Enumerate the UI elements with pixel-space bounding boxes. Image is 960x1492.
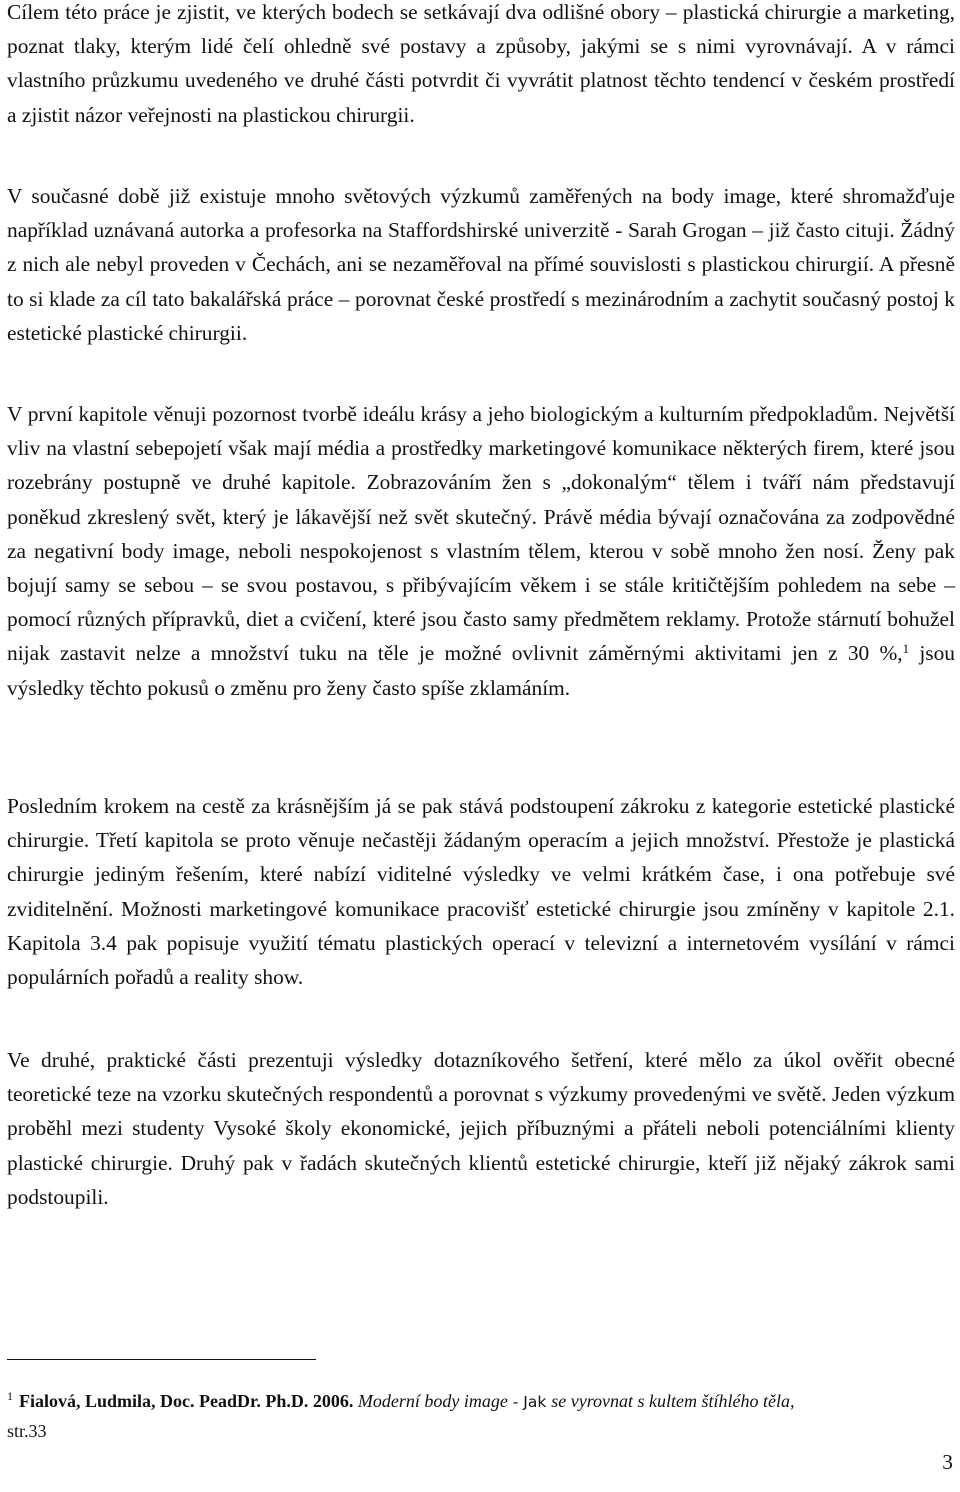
- paragraph-aims: Cílem této práce je zjistit, ve kterých bodech se setkávají dva odlišné obory – plastická chirurgie a marketing, poznat tlaky, kterým lidé čelí ohledně své postavy a způsoby, jakými se s nimi vyrovnávají. A v rámci vlastního průzkumu uvedeného ve druhé části potvrdit či vyvrátit platnost těchto tendencí v českém prostředí a zjistit názor veřejnosti na plastickou chirurgii.: [7, 0, 955, 127]
- footnote-number: 1: [7, 1388, 13, 1403]
- footnote-separator: [7, 1359, 316, 1360]
- footnote-separator-text: - Jak: [507, 1393, 552, 1411]
- paragraph-chapter-one-two: [7, 397, 955, 705]
- paragraph-text-continued: jsou výsledky těchto pokusů o změnu pro ženy často spíše zklamáním.: [7, 641, 955, 700]
- document-page: [7, 0, 955, 1492]
- page-number: 3: [942, 1450, 953, 1474]
- paragraph-research-context: V současné době již existuje mnoho světových výzkumů zaměřených na body image, které shromažďuje například uznávaná autorka a profesorka na Staffordshirské univerzitě - Sarah Grogan – již často cituji. Žádný z nich ale nebyl proveden v Čechách, ani se nezaměřoval na přímé souvislosti s plastickou chirurgií. A přesně to si klade za cíl tato bakalářská práce – porovnat české prostředí s mezinárodním a zachytit současný postoj k estetické plastické chirurgii.: [7, 184, 955, 345]
- footnote-author: Fialová, Ludmila, Doc. PeadDr. Ph.D. 2006.: [19, 1391, 354, 1411]
- footnote-pages: str.33: [7, 1421, 47, 1441]
- footnote-title: Moderní body image: [357, 1391, 508, 1411]
- paragraph-practical-part: Ve druhé, praktické části prezentuji výsledky dotazníkového šetření, které mělo za úkol ověřit obecné teoretické teze na vzorku skutečných respondentů a porovnat s výzkumy provedenými ve světě. Jeden výzkum proběhl mezi studenty Vysoké školy ekonomické, jejich příbuznými a přáteli neboli potenciálními klienty plastické chirurgie. Druhý pak v řadách skutečných klientů estetické chirurgie, kteří již nějaký zákrok sami podstoupili.: [7, 1048, 955, 1209]
- paragraph-chapter-three: Posledním krokem na cestě za krásnějším já se pak stává podstoupení zákroku z kategorie estetické plastické chirurgie. Třetí kapitola se proto věnuje nečastěji žádaným operacím a jejich množství. Přestože je plastická chirurgie jediným řešením, které nabízí viditelné výsledky ve velmi krátkém čase, i ona potřebuje své zviditelnění. Možnosti marketingové komunikace pracovišť estetické chirurgie jsou zmíněny v kapitole 2.1. Kapitola 3.4 pak popisuje využití tématu plastických operací v televizní a internetovém vysílání v rámci populárních pořadů a reality show.: [7, 794, 955, 990]
- paragraph-text: V první kapitole věnuji pozornost tvorbě ideálu krásy a jeho biologickým a kulturním předpokladům. Největší vliv na vlastní sebepojetí však mají média a prostředky marketingové komunikace některých firem, které jsou rozebrány postupně ve druhé kapitole. Zobrazováním žen s „dokonalým“ tělem i tváří nám představují poněkud zkreslený svět, který je lákavější než svět skutečný. Právě média bývají označována za zodpovědné za negativní body image, neboli nespokojenost s vlastním tělem, kterou v sobě mnoho žen nosí. Ženy pak bojují samy se sebou – se svou postavou, s přibývajícím věkem i se stále kritičtějším pohledem na sebe – pomocí různých přípravků, diet a cvičení, které jsou často samy předmětem reklamy. Protože stárnutí bohužel nijak zastavit nelze a množství tuku na těle je možné ovlivnit záměrnými aktivitami jen z 30 %,: [7, 402, 955, 666]
- footnote-reference[interactable]: 1: [902, 641, 910, 657]
- footnote: [7, 1387, 955, 1446]
- footnote-subtitle: se vyrovnat s kultem štíhlého těla,: [551, 1391, 795, 1411]
